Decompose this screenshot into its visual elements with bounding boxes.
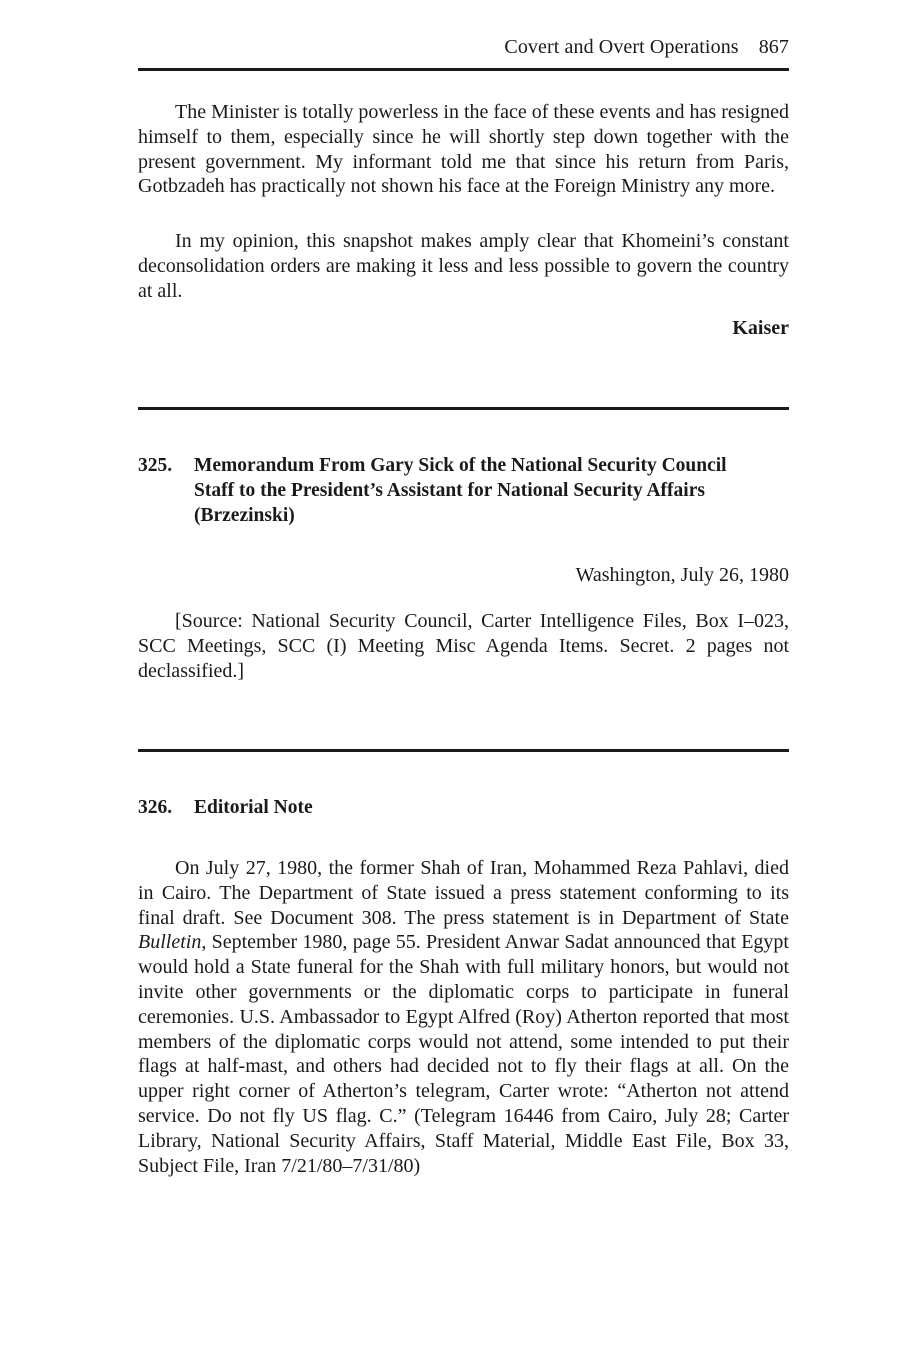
section-rule-325 — [138, 407, 789, 410]
document-326-number: 326. — [138, 797, 173, 818]
document-325-dateline: Washington, July 26, 1980 — [575, 564, 789, 586]
signature: Kaiser — [732, 317, 789, 339]
body-paragraph-1: The Minister is totally powerless in the face of these events and has resigned himself to them, especially since he will shortly step down together with the present government. My informant told me that since his return from Paris, Gotbzadeh has practically not shown his face at the Foreign Ministry any more. — [138, 101, 789, 198]
page-number: 867 — [758, 36, 789, 58]
document-325-number: 325. — [138, 455, 173, 476]
bulletin-title-italic: Bulletin — [138, 931, 202, 954]
running-head-title: Covert and Overt Operations — [504, 36, 739, 58]
editorial-note-text-part-1: On July 27, 1980, the former Shah of Iran, Mohammed Reza Pahlavi, died in Cairo. The Department of State issued a press statement conforming to its final draft. See Document 308. The press statement is in Department of State — [138, 857, 789, 929]
document-326-heading — [138, 795, 789, 820]
body-paragraph-2: In my opinion, this snapshot makes amply clear that Khomeini’s constant deconsolidation orders are making it less and less possible to govern the country at all. — [138, 230, 789, 302]
document-325-source-note: [Source: National Security Council, Carter Intelligence Files, Box I–023, SCC Meetings, SCC (I) Meeting Misc Agenda Items. Secret. 2 pages not declassified.] — [138, 610, 789, 682]
document-325-heading — [138, 453, 789, 528]
editorial-note-paragraph — [138, 856, 789, 1178]
document-326-title: Editorial Note — [194, 797, 313, 818]
header-rule — [138, 68, 789, 71]
document-325-title: Memorandum From Gary Sick of the National Security Council Staff to the President’s Assistant for National Security Affairs (Brzezinski) — [194, 455, 727, 526]
running-head — [504, 36, 789, 59]
section-rule-326 — [138, 749, 789, 752]
editorial-note-text-part-2: , September 1980, page 55. President Anwar Sadat announced that Egypt would hold a State funeral for the Shah with full military honors, but would not invite other governments or the diplomatic corps to participate in funeral ceremonies. U.S. Ambassador to Egypt Alfred (Roy) Atherton reported that most members of the diplomatic corps would not attend, some intended to put their flags at half-mast, and others had decided not to fly their flags at all. On the upper right corner of Atherton’s telegram, Carter wrote: “Atherton not attend service. Do not fly US flag. C.” (Telegram 16446 from Cairo, July 28; Carter Library, National Security Affairs, Staff Material, Middle East File, Box 33, Subject File, Iran 7/21/80–7/31/80) — [138, 931, 789, 1177]
